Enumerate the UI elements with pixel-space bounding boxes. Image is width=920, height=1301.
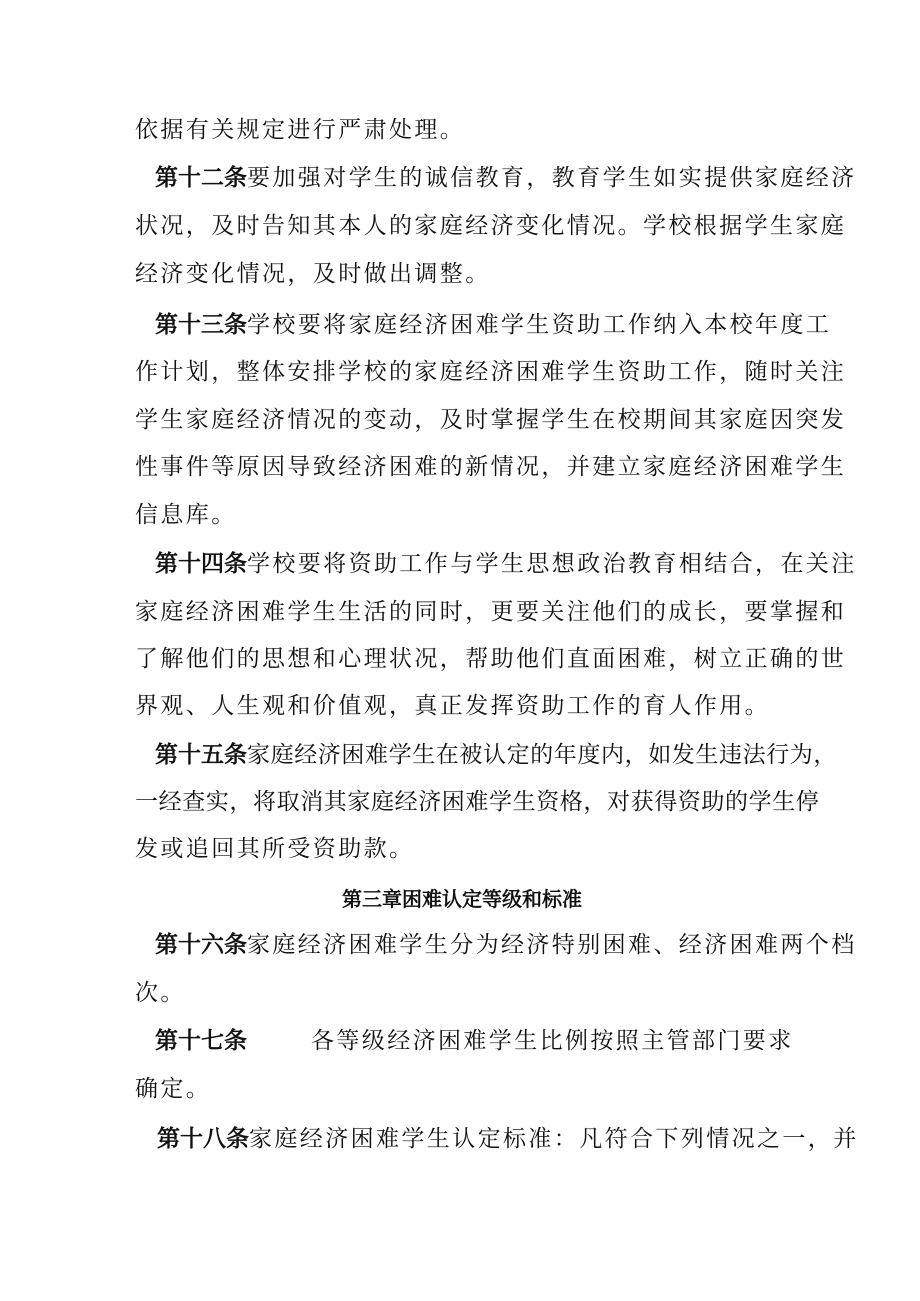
article-17-text-1: 各等级经济困难学生比例按照主管部门要求	[311, 1028, 794, 1054]
article-14-text-4: 界观、人生观和价值观，真正发挥资助工作的育人作用。	[135, 693, 770, 719]
article-13-text-5: 信息库。	[135, 502, 237, 528]
article-14-label: 第十四条	[155, 551, 247, 577]
article-13-line-1	[155, 310, 831, 340]
article-18-line-1	[157, 1124, 859, 1154]
article-14-line-4	[135, 691, 770, 721]
intro-text: 依据有关规定进行严肃处理。	[135, 117, 466, 143]
article-16-text-2: 次。	[135, 980, 186, 1006]
article-12-text-3: 经济变化情况，及时做出调整。	[135, 261, 491, 287]
article-14-text-2: 家庭经济困难学生生活的同时，更要关注他们的成长，要掌握和	[135, 599, 847, 625]
article-13-line-3	[135, 405, 846, 435]
article-15-text-1: 家庭经济困难学生在被认定的年度内，如发生违法行为，	[247, 742, 837, 768]
article-12-line-1	[155, 163, 857, 193]
article-14-text-1: 学校要将资助工作与学生思想政治教育相结合，在关注	[247, 551, 857, 577]
article-13-text-1: 学校要将家庭经济困难学生资助工作纳入本校年度工	[247, 312, 832, 338]
article-17-label: 第十七条	[155, 1028, 247, 1054]
article-17-line-1	[155, 1026, 794, 1056]
article-15-label: 第十五条	[155, 742, 247, 768]
article-12-text-1: 要加强对学生的诚信教育，教育学生如实提供家庭经济	[247, 165, 857, 191]
article-12-line-2	[135, 211, 846, 241]
article-18-text-1: 家庭经济困难学生认定标准：凡符合下列情况之一，并	[249, 1126, 859, 1152]
article-14-text-3: 了解他们的思想和心理状况，帮助他们直面困难，树立正确的世	[135, 646, 847, 672]
article-17-line-2	[135, 1074, 211, 1104]
article-12-text-2: 状况，及时告知其本人的家庭经济变化情况。学校根据学生家庭	[135, 213, 847, 239]
article-15-text-2: 一经查实，将取消其家庭经济困难学生资格，对获得资助的学生停	[135, 789, 820, 815]
article-16-label: 第十六条	[155, 932, 247, 958]
article-12-line-3	[135, 259, 491, 289]
intro-line	[135, 115, 465, 145]
article-13-line-5	[135, 500, 237, 530]
article-13-text-2: 作计划，整体安排学校的家庭经济困难学生资助工作，随时关注	[135, 359, 847, 385]
article-18-label: 第十八条	[157, 1126, 249, 1152]
article-16-line-2	[135, 978, 186, 1008]
article-13-text-4: 性事件等原因导致经济困难的新情况，并建立家庭经济困难学生	[135, 454, 847, 480]
article-13-label: 第十三条	[155, 312, 247, 338]
article-15-line-2	[135, 787, 819, 817]
article-17-text-2: 确定。	[135, 1076, 212, 1102]
article-15-line-3	[135, 834, 414, 864]
article-14-line-3	[135, 644, 846, 674]
article-13-line-2	[135, 357, 846, 387]
article-12-label: 第十二条	[155, 165, 247, 191]
article-16-line-1	[155, 930, 857, 960]
article-13-text-3: 学生家庭经济情况的变动，及时掌握学生在校期间其家庭因突发	[135, 407, 847, 433]
chapter-3-heading: 第三章困难认定等级和标准	[342, 887, 582, 911]
article-16-text-1: 家庭经济困难学生分为经济特别困难、经济困难两个档	[247, 932, 857, 958]
article-13-line-4	[135, 452, 846, 482]
article-15-text-3: 发或追回其所受资助款。	[135, 836, 415, 862]
article-15-line-1	[155, 740, 837, 770]
article-14-line-1	[155, 549, 857, 579]
article-14-line-2	[135, 597, 846, 627]
